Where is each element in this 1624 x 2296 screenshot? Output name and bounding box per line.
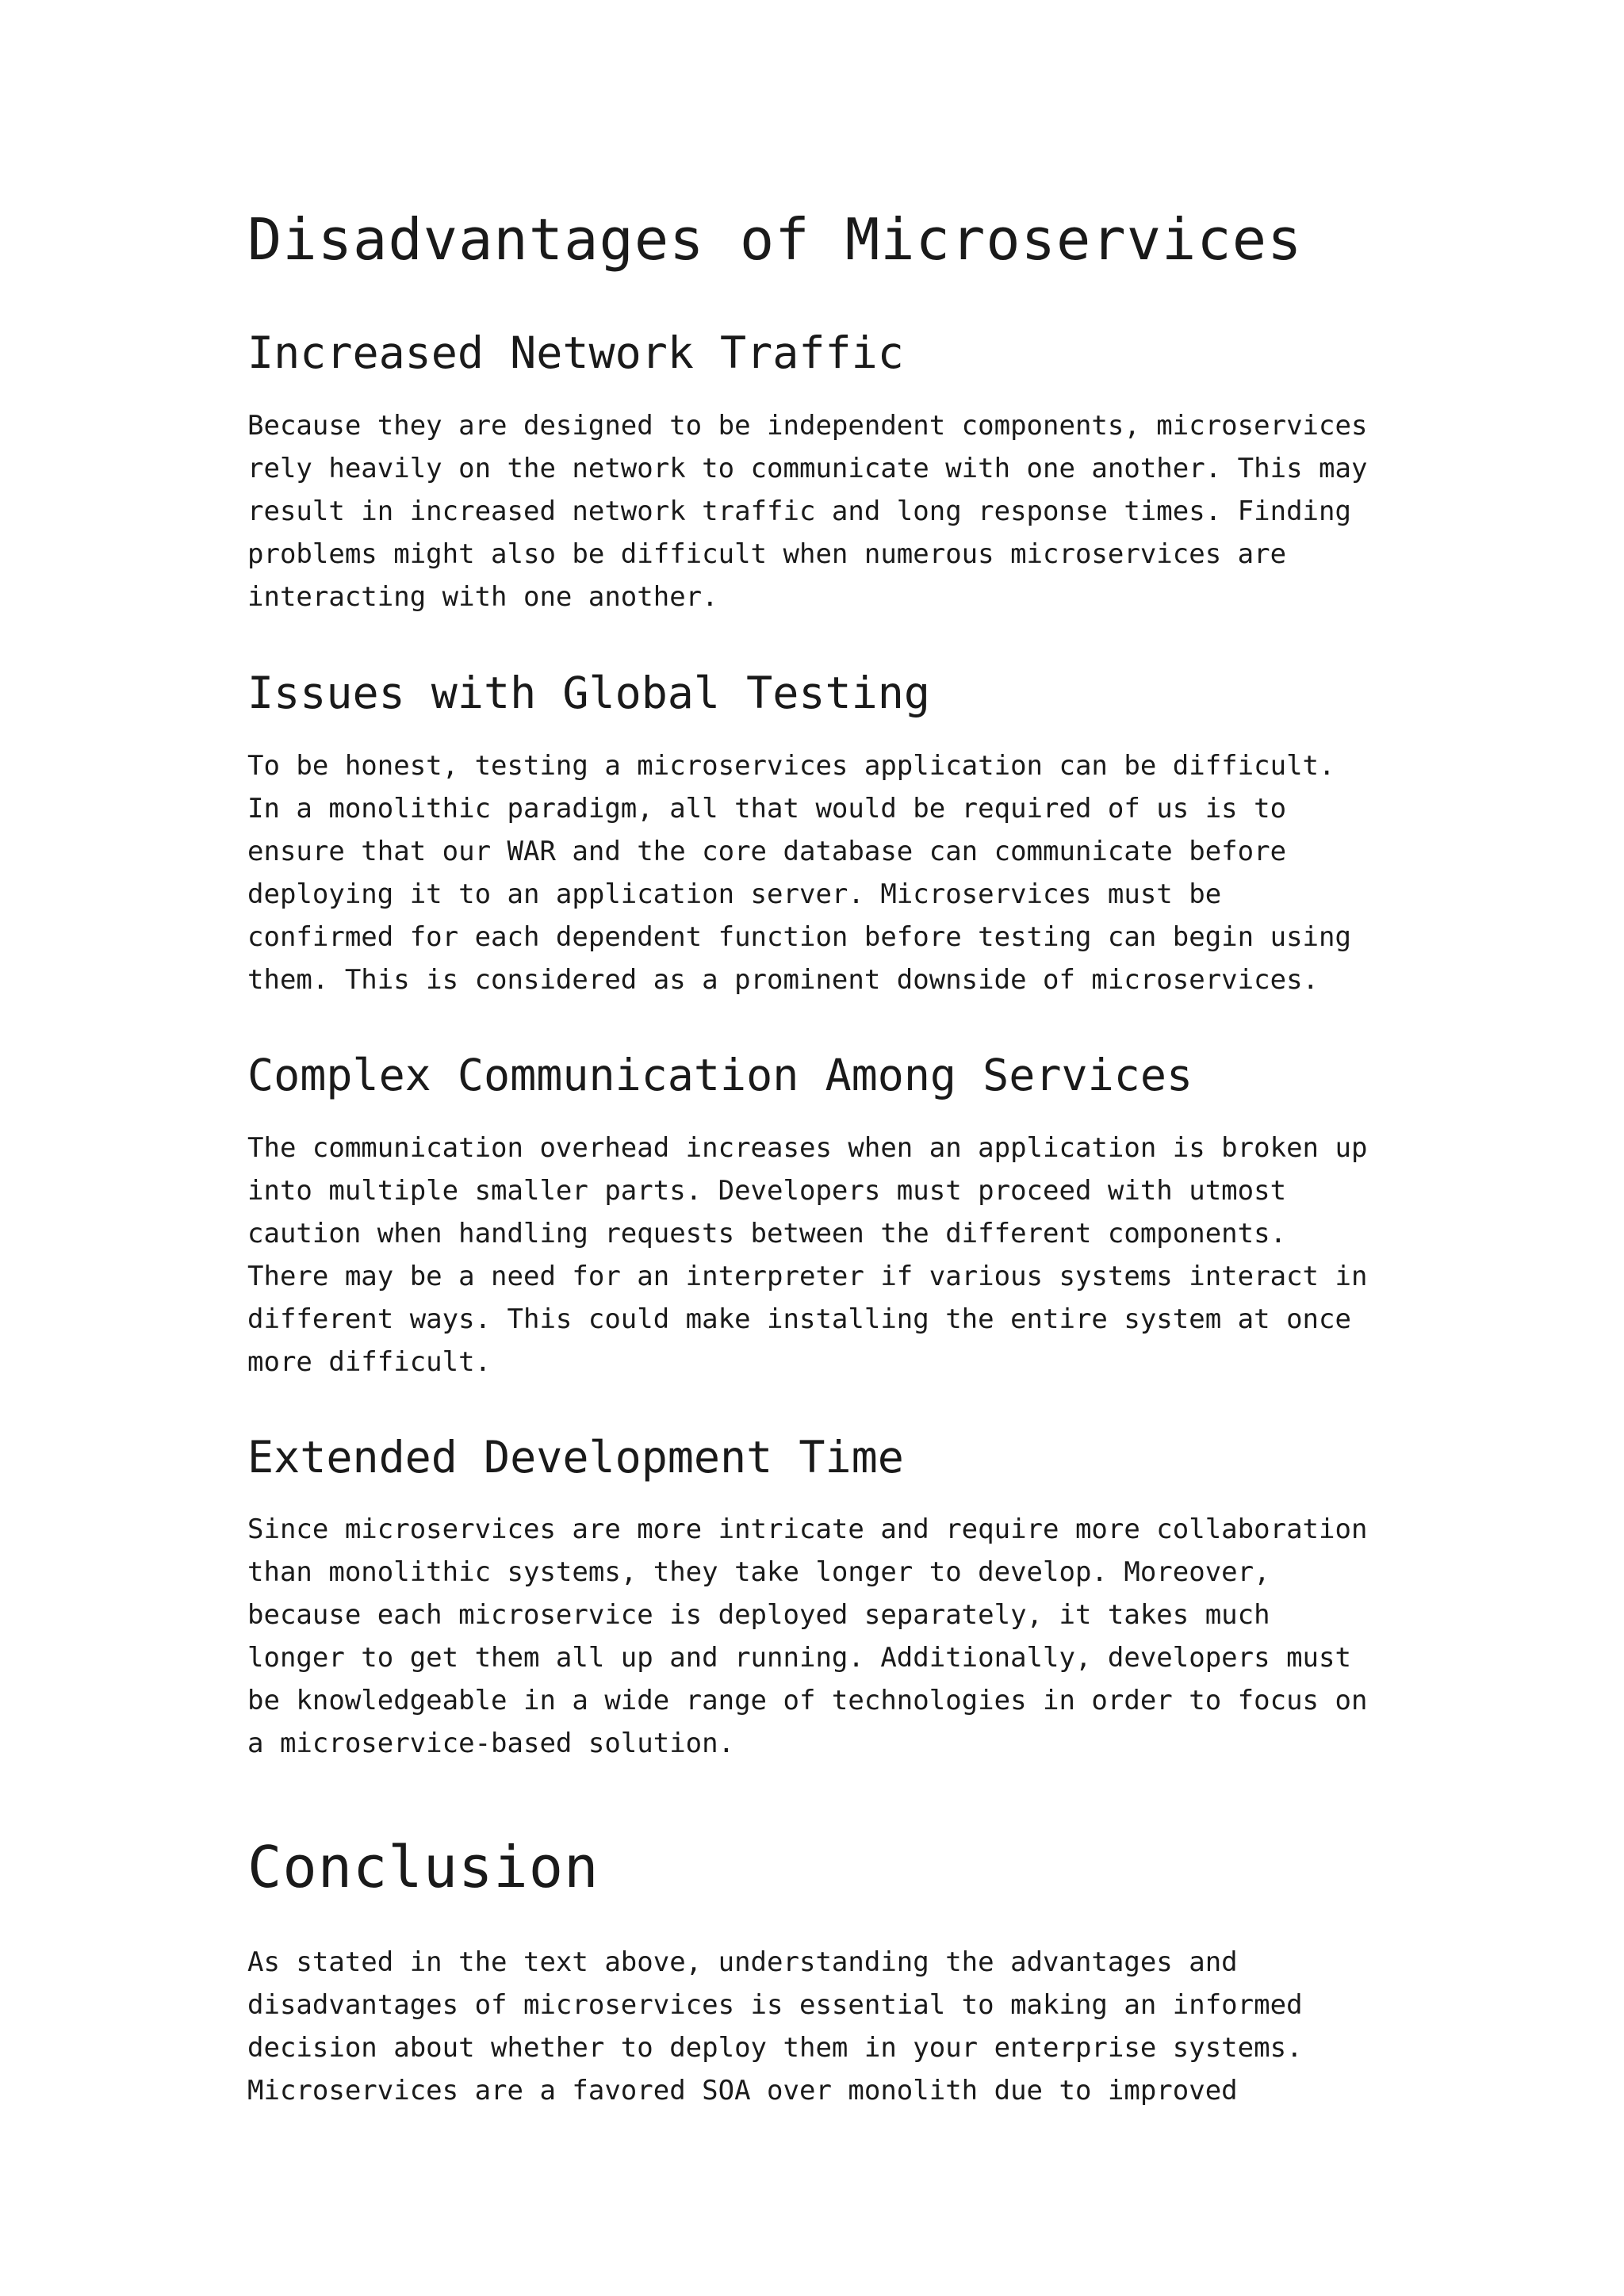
- paragraph-line: a microservice-based solution.: [247, 1728, 735, 1759]
- paragraph-line: into multiple smaller parts. Developers must proceed with utmost: [247, 1175, 1287, 1207]
- paragraph-line: result in increased network traffic and long response times. Finding: [247, 496, 1351, 527]
- paragraph-line: Since microservices are more intricate and require more collaboration: [247, 1513, 1368, 1545]
- section-paragraph-complex-communication: [247, 1127, 1389, 1383]
- section-heading-network-traffic: Increased Network Traffic: [247, 327, 904, 378]
- section-heading-development-time: Extended Development Time: [247, 1432, 904, 1483]
- paragraph-line: them. This is considered as a prominent downside of microservices.: [247, 964, 1320, 996]
- section-paragraph-global-testing: [247, 744, 1389, 1001]
- paragraph-line: because each microservice is deployed separately, it takes much: [247, 1599, 1270, 1631]
- paragraph-line: There may be a need for an interpreter if various systems interact in: [247, 1261, 1368, 1292]
- paragraph-line: longer to get them all up and running. Additionally, developers must: [247, 1642, 1351, 1674]
- paragraph-line: rely heavily on the network to communicate with one another. This may: [247, 453, 1368, 484]
- section-paragraph-development-time: [247, 1508, 1389, 1765]
- page-title: Disadvantages of Microservices: [247, 206, 1303, 273]
- section-heading-global-testing: Issues with Global Testing: [247, 668, 930, 718]
- section-paragraph-network-traffic: [247, 404, 1389, 618]
- paragraph-line: be knowledgeable in a wide range of technologies in order to focus on: [247, 1685, 1368, 1716]
- paragraph-line: Because they are designed to be independent components, microservices: [247, 410, 1368, 442]
- paragraph-line: interacting with one another.: [247, 581, 718, 613]
- paragraph-line: Microservices are a favored SOA over monolith due to improved: [247, 2075, 1238, 2107]
- paragraph-line: In a monolithic paradigm, all that would be required of us is to: [247, 793, 1287, 825]
- paragraph-line: As stated in the text above, understanding the advantages and: [247, 1946, 1238, 1978]
- paragraph-line: disadvantages of microservices is essential to making an informed: [247, 1989, 1303, 2021]
- paragraph-line: ensure that our WAR and the core database can communicate before: [247, 836, 1287, 867]
- paragraph-line: problems might also be difficult when numerous microservices are: [247, 538, 1287, 570]
- paragraph-line: more difficult.: [247, 1346, 492, 1378]
- paragraph-line: confirmed for each dependent function before testing can begin using: [247, 921, 1351, 953]
- paragraph-line: than monolithic systems, they take longer to develop. Moreover,: [247, 1556, 1270, 1588]
- paragraph-line: To be honest, testing a microservices application can be difficult.: [247, 750, 1335, 782]
- paragraph-line: The communication overhead increases when an application is broken up: [247, 1132, 1368, 1164]
- paragraph-line: caution when handling requests between the different components.: [247, 1218, 1287, 1249]
- conclusion-title: Conclusion: [247, 1834, 599, 1900]
- section-heading-complex-communication: Complex Communication Among Services: [247, 1050, 1193, 1100]
- paragraph-line: decision about whether to deploy them in your enterprise systems.: [247, 2032, 1303, 2064]
- conclusion-paragraph: [247, 1941, 1389, 2112]
- paragraph-line: different ways. This could make installing the entire system at once: [247, 1303, 1351, 1335]
- paragraph-line: deploying it to an application server. Microservices must be: [247, 878, 1222, 910]
